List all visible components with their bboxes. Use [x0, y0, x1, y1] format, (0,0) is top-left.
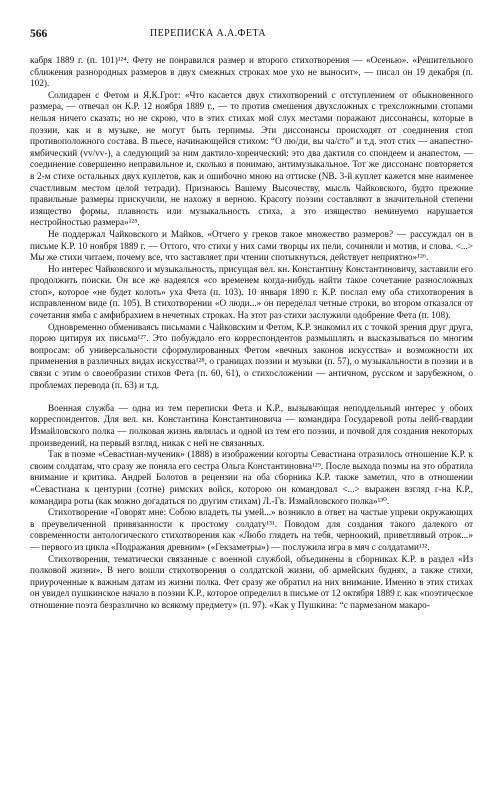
- paragraph: Солидарен с Фетом и Я.К.Грот: «Что касается двух стихотворений с отступлением от обыкновенного размера, — отвечал он К.Р. 12 ноября 1889 г., — то против смешения двухсложных с трехсложными стопами нельзя ничего сказать; но не скрою, что в этих стихах мой слух местами поражают диссонансы, которые в поэзии, как и в музыке, не могут быть терпимы. Эти диссонансы происходят от соединения стоп противоположного состава. В пьесе, начинающейся стихом: “О лю/ди, вы ча/сто” и т.д. этот стих — анапестно-ямбический (vv/vv-), а следующий за ним дактило-хореический: это два дактиля со спондеем и анапестом, — соединение совершенно неправильное и, сколько я понимаю, антимузыкальное. Тот же диссонанс повторяется в 2-м стихе остальных двух куплетов, как и ошибочно мною на оттиске (NB. 3-й куплет кажется мне наименее счастливым местом целой тетради). Признаюсь Вашему Высочеству, мысль Чайковского, будто прежние правильные размеры прискучили, не нахожу я верною. Красоту поэзии составляют в значительной степени изящество формы, плавность или музыкальность стиха, а это изящество неминуемо нарушается нестройностью размера»¹²⁵.: [30, 90, 473, 229]
- paragraph: Стихотворение «Говорят мне: Собою владеть ты умей...» возникло в ответ на частые упреки окружающих в преувеличенной привязанности к простому солдату¹³¹. Поводом для создания такого далекого от современности антологического стихотворения как «Любо глядеть на тебя, черноокий, приветливый отрок...» — первого из цикла «Подражания древним» («Гекзаметры») — послужила игра в мяч с солдатами¹³².: [30, 508, 473, 553]
- page-header: [30, 28, 473, 42]
- body-text: [30, 56, 473, 613]
- paragraph: Не поддержал Чайковского и Майков. «Отчего у греков такое множество размеров? — рассуждал он в письме К.Р. 10 ноября 1889 г. — Оттого, что стихи у них сами творцы их пели, сочиняли и мотив, и слова. <...> Мы же стихи читаем, почему все, что заставляет при чтении спотыкнуться, действует неприятно»¹²⁶.: [30, 229, 473, 264]
- section-gap: [30, 392, 473, 404]
- paragraph: Стихотворения, тематически связанные с военной службой, объединены в сборниках К.Р. в раздел «Из полковой жизни». В него вошли стихотворения о солдатской жизни, об армейских буднях, а также стихи, приуроченные к важным датам из жизни полка. Фет сразу же обратил на них внимание. Именно в этих стихах он увидел пушкинское начало в поэзии К.Р., которое определил в письме от 12 октября 1889 г. как «поэтическое отношение поэта безразлично ко всякому предмету» (п. 97). «Как у Пушкина: “с пармезаном макаро-: [30, 554, 473, 611]
- paragraph: Так в поэме «Севастиан-мученик» (1888) в изображении когорты Севастиана отразилось отношение К.Р. к своим солдатам, что сразу же поняла его сестра Ольга Константиновна¹²⁹. После выхода поэмы на это обратила внимание и критика. Андрей Болотов в рецензии на оба сборника К.Р. также заметил, что в отношении «Севастиана к центурии (сотне) римских войск, которою он командовал <...> выражен взгляд г-на К.Р., командира роты (как можно догадаться по другим стихам) Л.-Гв. Измайловского полка»¹³⁰.: [30, 450, 473, 507]
- running-head: ПЕРЕПИСКА А.А.ФЕТА: [150, 28, 266, 39]
- paragraph: Но интерес Чайковского и музыкальность, присущая вел. кн. Константину Константиновичу, заставили его продолжить поиски. Он все же надеялся «со временем когда-нибудь найти такое сочетание разносложных стоп», которое «не будет колоть» уха Фета (п. 103). 10 января 1890 г. К.Р. послал ему оба стихотворения в исправленном виде (п. 105). В стихотворении «О люди...» он переделал четные строки, во втором отказался от сочетания ямба с амфибрахием в нечетных строках. На этот раз стихи заслужили одобрение Фета (п. 108).: [30, 264, 473, 322]
- paragraph-continued: кабря 1889 г. (п. 101)¹²⁴. Фету не понравился размер и второго стихотворения — «Осенью». «Решительного сближения разнородных размеров в двух смежных строках мое ухо не выносит», — писал он 19 декабря (п. 102).: [30, 56, 473, 90]
- paragraph: Военная служба — одна из тем переписки Фета и К.Р., вызывающая неподдельный интерес у обоих корреспондентов. Для вел. кн. Константина Константиновича — командира Государевой роты лейб-гвардии Измайловского полка — полковая жизнь являлась и одной из тем его поэзии, и почвой для создания некоторых произведений, на первый взгляд, никак с ней не связанных.: [30, 403, 473, 449]
- page-number: 566: [30, 28, 48, 40]
- paragraph: Одновременно обмениваясь письмами с Чайковским и Фетом, К.Р. знакомил их с точкой зрения друг друга, порою цитируя их письма¹²⁷. Это побуждало его корреспондентов размышлять и высказываться по многим вопросам: об универсальности сформулированных Фетом «вечных законов искусства» и возможности их применения в различных видах искусства¹²⁸, о границах поэзии и музыки (п. 57), о музыкальности в поэзии и в связи с этим о своеобразии стихов Фета (п. 60, 61), о стихосложении — античном, русском и зарубежном, о проблемах перевода (п. 63) и т.д.: [30, 322, 473, 391]
